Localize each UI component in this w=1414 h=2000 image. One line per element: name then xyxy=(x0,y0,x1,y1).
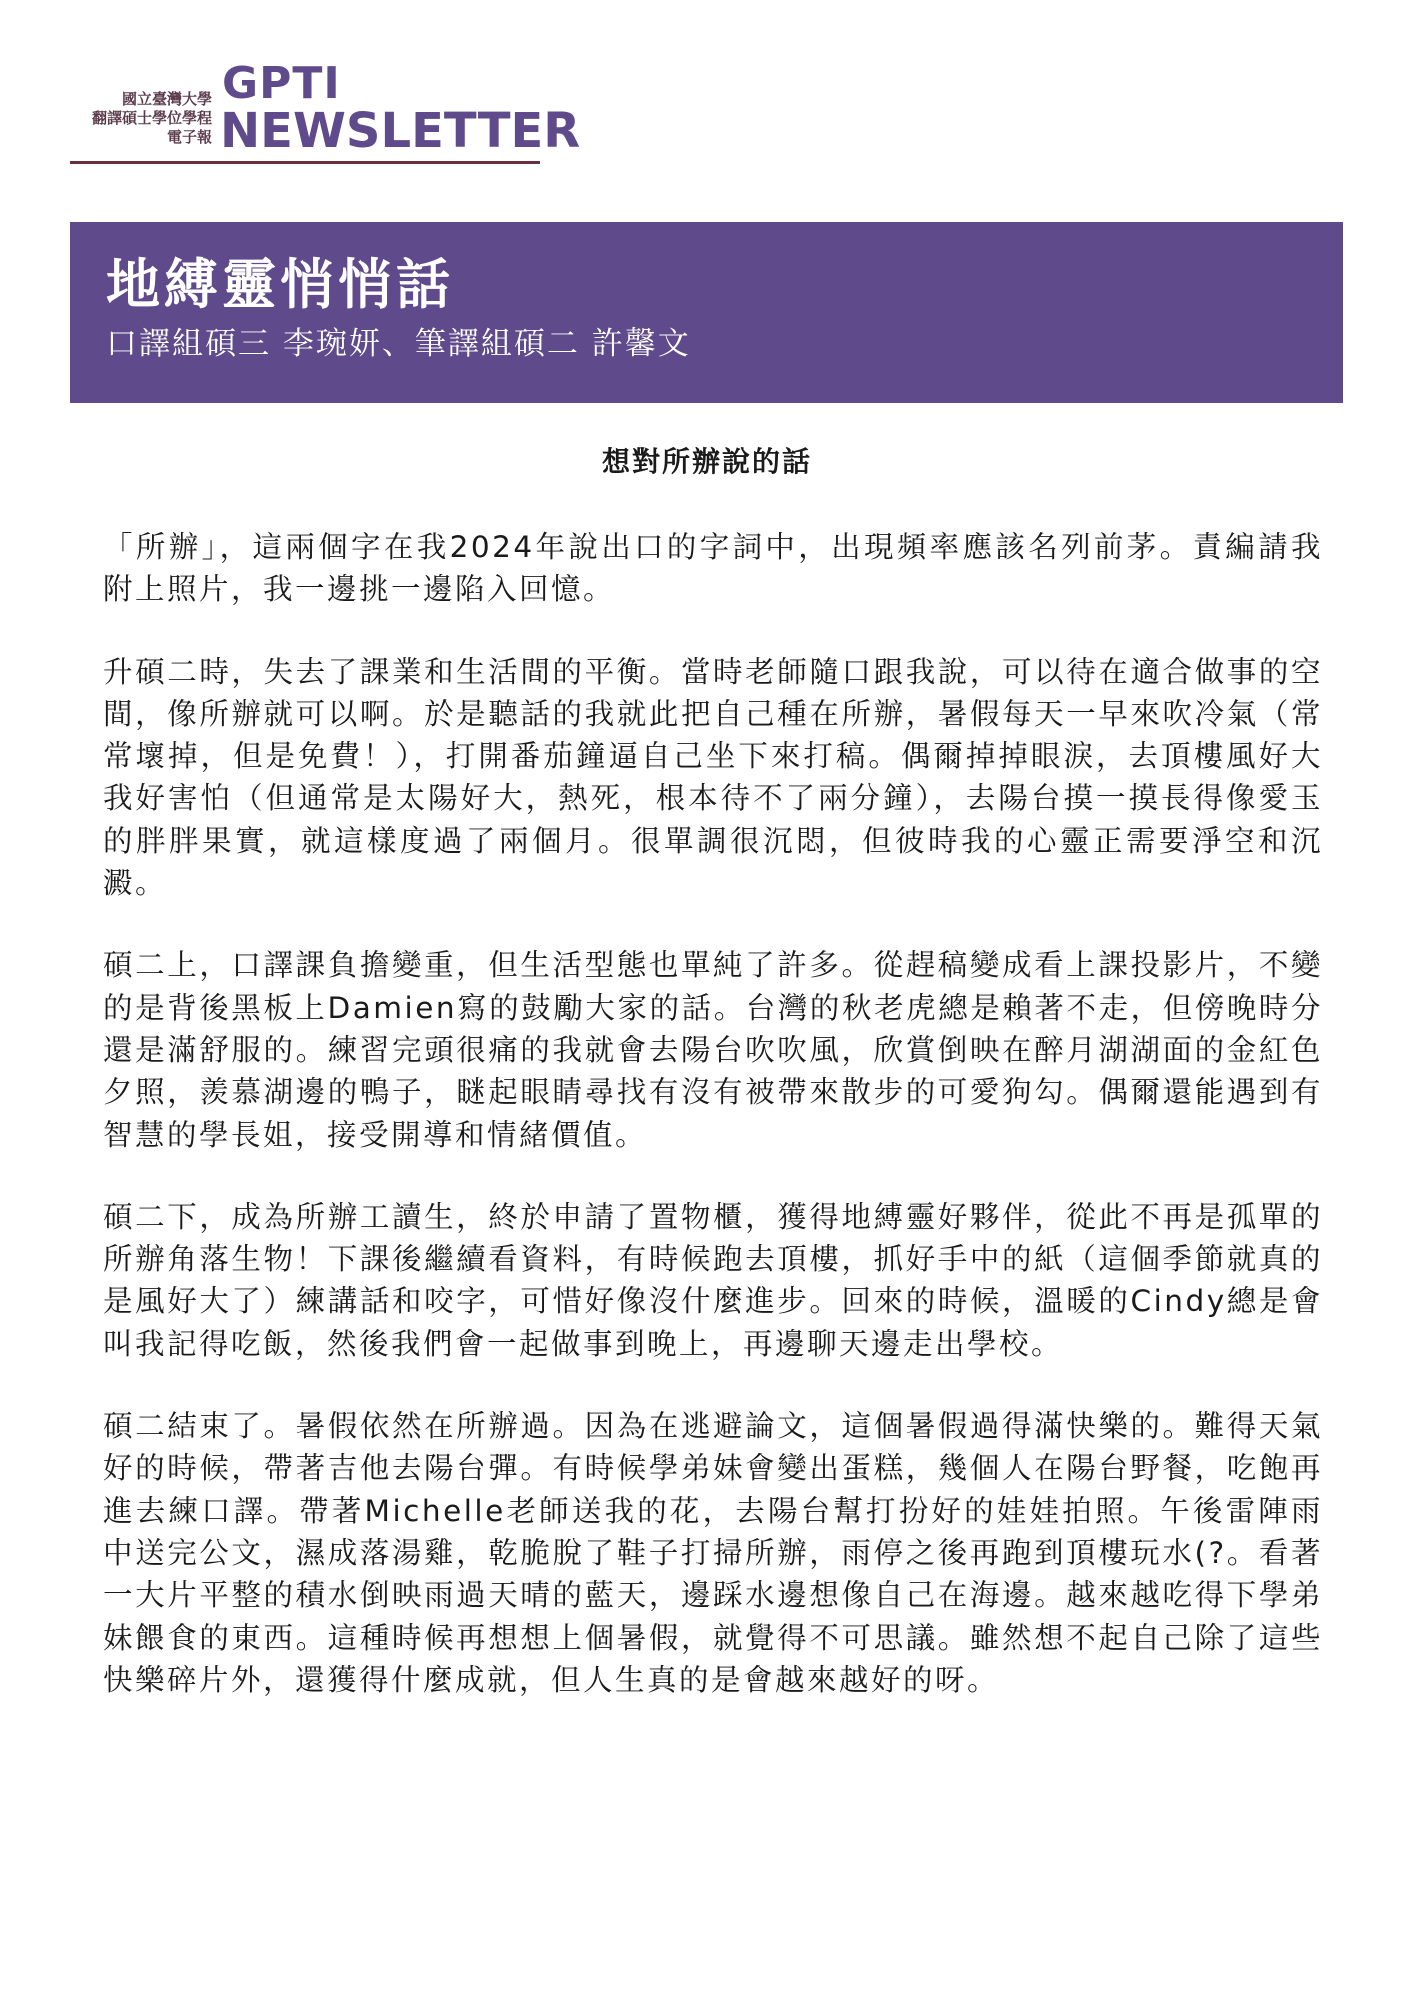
article-paragraph: 碩二上，口譯課負擔變重，但生活型態也單純了許多。從趕稿變成看上課投影片，不變的是背後黑板上Damien寫的鼓勵大家的話。台灣的秋老虎總是賴著不走，但傍晚時分還是滿舒服的。練習完頭很痛的我就會去陽台吹吹風，欣賞倒映在醉月湖湖面的金紅色夕照，羨慕湖邊的鴨子，瞇起眼睛尋找有沒有被帶來散步的可愛狗勾。偶爾還能遇到有智慧的學長姐，接受開導和情緒價值。 xyxy=(103,948,1323,1152)
article-body xyxy=(103,526,1323,1741)
article-title: 地縛靈悄悄話 xyxy=(106,253,454,316)
section-heading: 想對所辦說的話 xyxy=(601,445,812,478)
masthead-program: 翻譯碩士學位學程 xyxy=(91,109,212,127)
masthead-university: 國立臺灣大學 xyxy=(121,90,212,108)
masthead-gpti-logo: GPTI xyxy=(222,58,341,109)
newsletter-masthead xyxy=(70,58,581,166)
masthead-subtitle xyxy=(70,90,212,147)
article-authors: 口譯組碩三 李琬妍、筆譯組碩二 許馨文 xyxy=(106,326,691,362)
masthead-divider xyxy=(70,161,540,164)
masthead-enewsletter: 電子報 xyxy=(166,128,212,146)
article-paragraph: 碩二下，成為所辦工讀生，終於申請了置物櫃，獲得地縛靈好夥伴，從此不再是孤單的所辦角落生物！下課後繼續看資料，有時候跑去頂樓，抓好手中的紙（這個季節就真的是風好大了）練講話和咬字，可惜好像沒什麼進步。回來的時候，溫暖的Cindy總是會叫我記得吃飯，然後我們會一起做事到晚上，再邊聊天邊走出學校。 xyxy=(103,1199,1323,1361)
article-paragraph: 「所辦」，這兩個字在我2024年說出口的字詞中，出現頻率應該名列前茅。責編請我附上照片，我一邊挑一邊陷入回憶。 xyxy=(103,530,1323,607)
article-paragraph: 碩二結束了。暑假依然在所辦過。因為在逃避論文，這個暑假過得滿快樂的。難得天氣好的時候，帶著吉他去陽台彈。有時候學弟妹會變出蛋糕，幾個人在陽台野餐，吃飽再進去練口譯。帶著Michelle老師送我的花，去陽台幫打扮好的娃娃拍照。午後雷陣雨中送完公文，濕成落湯雞，乾脆脫了鞋子打掃所辦，雨停之後再跑到頂樓玩水(?。看著一大片平整的積水倒映雨過天晴的藍天，邊踩水邊想像自己在海邊。越來越吃得下學弟妹餵食的東西。這種時候再想想上個暑假，就覺得不可思議。雖然想不起自己除了這些快樂碎片外，還獲得什麼成就，但人生真的是會越來越好的呀。 xyxy=(103,1409,1323,1697)
article-title-banner xyxy=(70,222,1343,403)
article-paragraph: 升碩二時，失去了課業和生活間的平衡。當時老師隨口跟我說，可以待在適合做事的空間，像所辦就可以啊。於是聽話的我就此把自己種在所辦，暑假每天一早來吹冷氣（常常壞掉，但是免費！），打開番茄鐘逼自己坐下來打稿。偶爾掉掉眼淚，去頂樓風好大我好害怕（但通常是太陽好大，熱死，根本待不了兩分鐘），去陽台摸一摸長得像愛玉的胖胖果實，就這樣度過了兩個月。很單調很沉悶，但彼時我的心靈正需要淨空和沉澱。 xyxy=(103,654,1323,901)
masthead-newsletter-logo: NEWSLETTER xyxy=(220,103,581,159)
